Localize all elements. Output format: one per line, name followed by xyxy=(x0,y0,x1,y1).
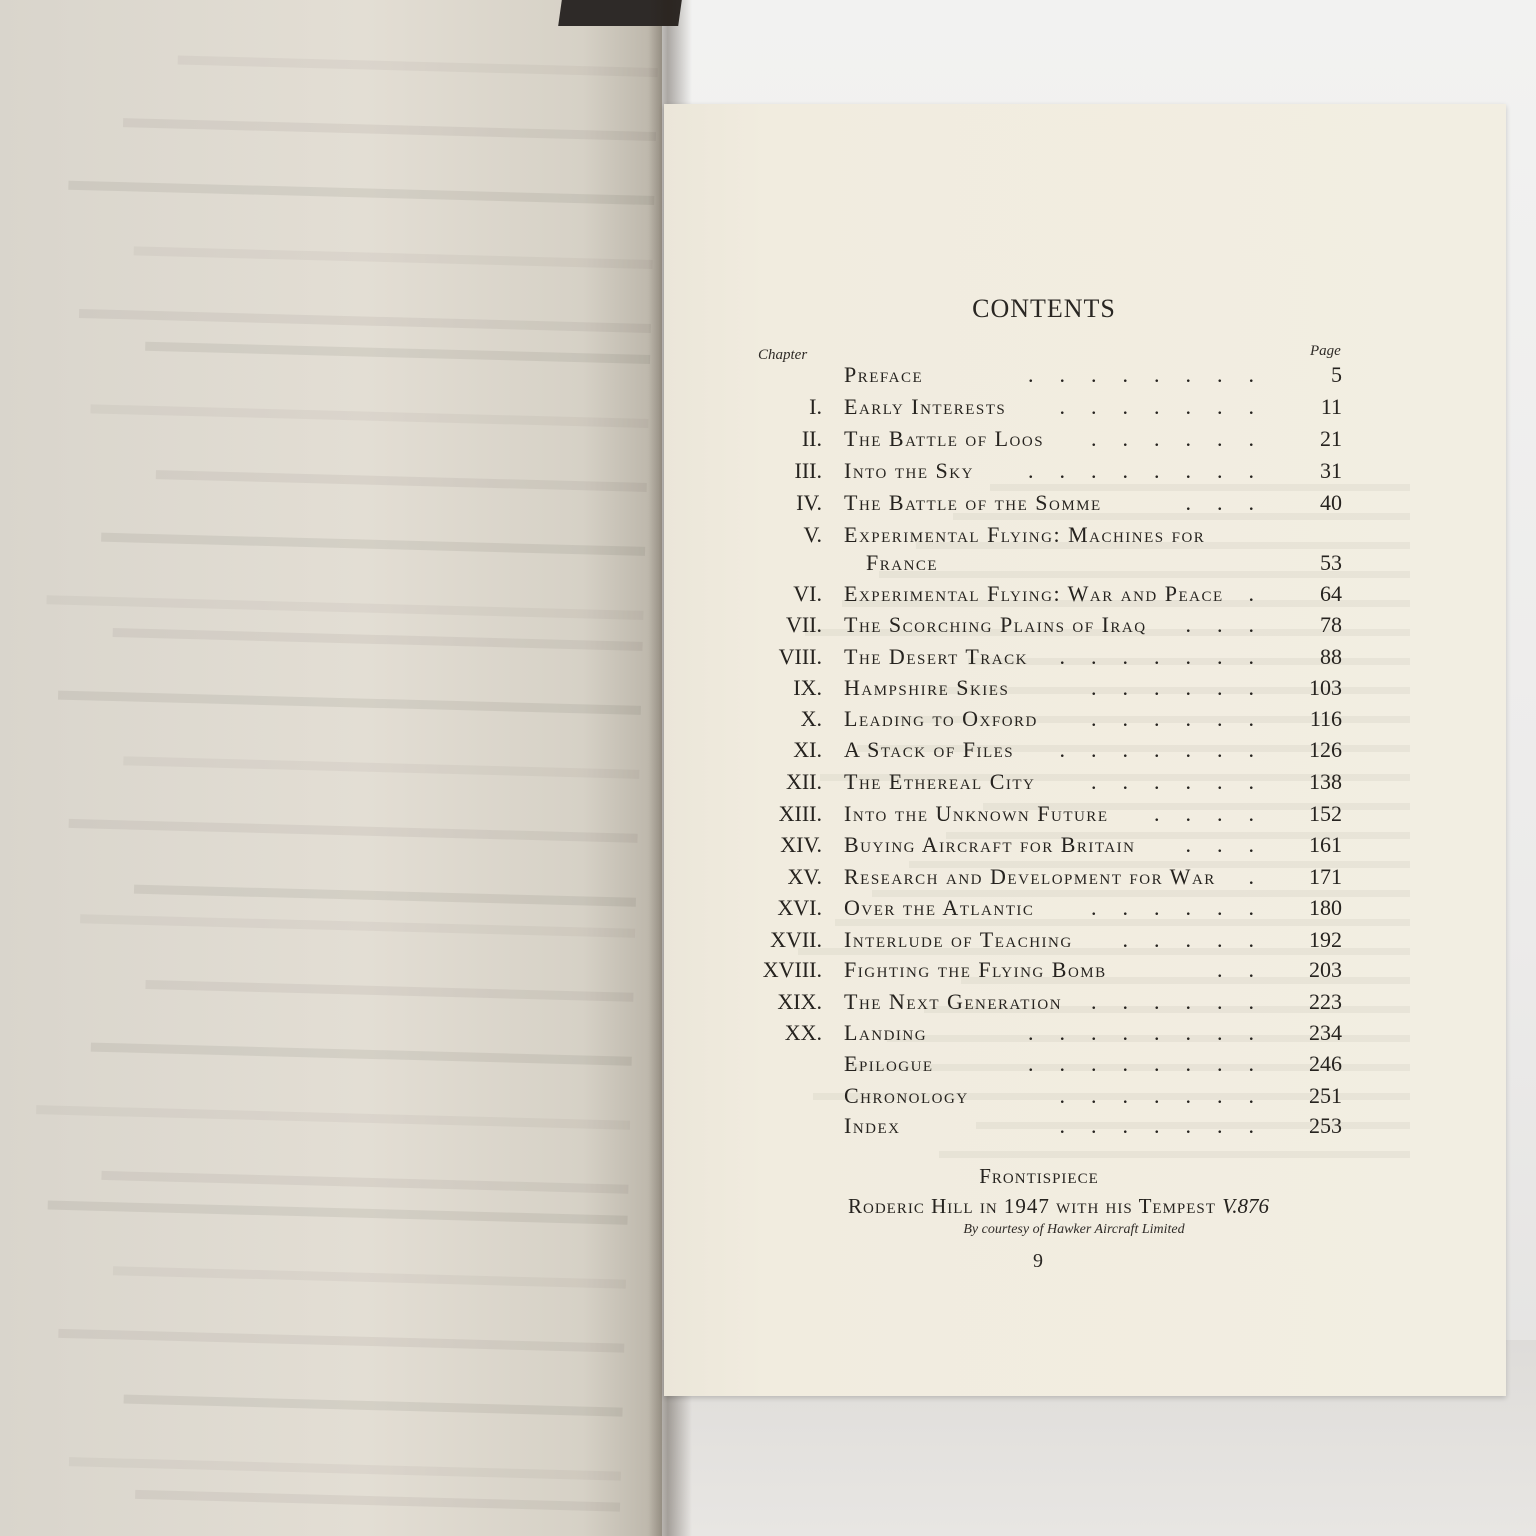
leader-dots: ..... xyxy=(1122,927,1280,952)
toc-entry xyxy=(664,895,1506,927)
show-through-text xyxy=(22,52,657,1427)
show-through-line xyxy=(80,914,635,938)
toc-chapter-title: Leading to Oxford xyxy=(844,706,1038,731)
show-through-line xyxy=(156,437,648,492)
toc-chapter-number: XI. xyxy=(793,737,822,762)
toc-page-number: 192 xyxy=(1309,927,1342,952)
toc-page-number: 53 xyxy=(1320,550,1342,575)
toc-page-number: 171 xyxy=(1309,864,1342,889)
toc-chapter-title: Epilogue xyxy=(844,1051,934,1076)
toc-chapter-title: Into the Unknown Future xyxy=(844,801,1109,826)
toc-chapter-title: Fighting the Flying Bomb xyxy=(844,957,1107,982)
toc-page-number: 88 xyxy=(1320,644,1342,669)
toc-entry xyxy=(664,394,1506,426)
show-through-line xyxy=(113,628,643,651)
toc-entry xyxy=(664,989,1506,1021)
frontispiece-caption-serial: V.876 xyxy=(1222,1194,1270,1218)
toc-page-number: 223 xyxy=(1309,989,1342,1014)
show-through-line xyxy=(134,213,654,269)
toc-chapter-number: XIII. xyxy=(778,801,822,826)
toc-entry xyxy=(664,737,1506,769)
leader-dots: ...... xyxy=(1091,769,1280,794)
toc-chapter-number: XVII. xyxy=(770,927,822,952)
toc-chapter-number: XX. xyxy=(784,1020,822,1045)
toc-page-number: 40 xyxy=(1320,490,1342,515)
show-through-line xyxy=(135,1490,620,1512)
frontispiece-caption-text: Roderic Hill in 1947 with his Tempest xyxy=(848,1194,1216,1218)
show-through-line xyxy=(58,1296,625,1353)
toc-chapter-number: XVI. xyxy=(777,895,822,920)
leader-dots: ........ xyxy=(1028,458,1280,483)
frontispiece-caption xyxy=(848,1194,1269,1219)
leader-dots: ........ xyxy=(1028,1020,1280,1045)
frontispiece-heading: Frontispiece xyxy=(979,1164,1099,1188)
toc-page-number: 203 xyxy=(1309,957,1342,982)
toc-chapter-title: Into the Sky xyxy=(844,458,974,483)
show-through-line xyxy=(145,947,634,1002)
toc-chapter-title-continued: France xyxy=(866,550,939,575)
toc-chapter-title: Index xyxy=(844,1113,901,1138)
toc-entry xyxy=(664,644,1506,676)
show-through-line xyxy=(80,1520,619,1536)
show-through-line xyxy=(68,148,655,205)
toc-page-number: 126 xyxy=(1309,737,1342,762)
toc-entry xyxy=(664,426,1506,458)
leader-dots: ... xyxy=(1185,832,1280,857)
toc-chapter-title: The Next Generation xyxy=(844,989,1063,1014)
show-through-line xyxy=(69,1424,622,1480)
toc-chapter-title: Experimental Flying: War and Peace xyxy=(844,581,1224,606)
toc-chapter-number: VII. xyxy=(785,612,822,637)
leader-dots: ...... xyxy=(1091,675,1280,700)
leader-dots: .. xyxy=(1217,957,1280,982)
toc-chapter-title: Landing xyxy=(844,1020,928,1045)
show-through-line xyxy=(79,276,652,333)
toc-chapter-number: II. xyxy=(801,426,822,451)
toc-entry xyxy=(664,458,1506,490)
toc-chapter-number: VI. xyxy=(793,581,822,606)
toc-page-number: 138 xyxy=(1309,769,1342,794)
toc-chapter-title: Preface xyxy=(844,362,924,387)
toc-page-number: 11 xyxy=(1320,394,1342,419)
leader-dots: ........ xyxy=(1028,1051,1280,1076)
show-through-line xyxy=(124,1362,624,1417)
toc-entry xyxy=(664,864,1506,896)
toc-chapter-number: XII. xyxy=(785,769,822,794)
show-through-line xyxy=(46,562,644,620)
leader-dots: ........ xyxy=(1028,362,1280,387)
toc-chapter-number: XV. xyxy=(787,864,822,889)
toc-chapter-title: Hampshire Skies xyxy=(844,675,1010,700)
toc-chapter-title: Research and Development for War xyxy=(844,864,1216,889)
toc-chapter-number: XVIII. xyxy=(762,957,822,982)
toc-entry xyxy=(664,1020,1506,1052)
page-number: 9 xyxy=(1033,1250,1043,1272)
toc-page-number: 246 xyxy=(1309,1051,1342,1076)
toc-chapter-number: XIX. xyxy=(777,989,822,1014)
chapter-column-label: Chapter xyxy=(758,347,808,363)
toc-chapter-number: V. xyxy=(803,522,822,547)
reverse-show-through-line xyxy=(939,1151,1410,1158)
toc-page-number: 161 xyxy=(1309,832,1342,857)
toc-page-number: 251 xyxy=(1309,1083,1342,1108)
show-through-line xyxy=(36,1072,631,1130)
toc-page-number: 21 xyxy=(1320,426,1342,451)
toc-chapter-number: X. xyxy=(800,706,822,731)
leader-dots: ...... xyxy=(1091,426,1280,451)
show-through-line xyxy=(178,56,658,78)
leader-dots: ....... xyxy=(1059,394,1280,419)
show-through-line xyxy=(48,1201,628,1225)
toc-chapter-title: Chronology xyxy=(844,1083,969,1108)
show-through-line xyxy=(58,658,642,715)
toc-entry xyxy=(664,1051,1506,1083)
toc-chapter-number: III. xyxy=(794,458,822,483)
leader-dots: . xyxy=(1248,581,1280,606)
leader-dots: ....... xyxy=(1059,644,1280,669)
leader-dots: .... xyxy=(1154,801,1280,826)
toc-chapter-title: The Ethereal City xyxy=(844,769,1036,794)
toc-entry xyxy=(664,801,1506,833)
show-through-line xyxy=(123,85,657,141)
leader-dots: ... xyxy=(1185,612,1280,637)
leader-dots: ...... xyxy=(1091,989,1280,1014)
toc-page-number: 152 xyxy=(1309,801,1342,826)
toc-entry xyxy=(664,362,1506,394)
frontispiece-credit: By courtesy of Hawker Aircraft Limited xyxy=(963,1222,1185,1237)
show-through-line xyxy=(101,1138,629,1194)
leader-dots: ...... xyxy=(1091,706,1280,731)
toc-chapter-title: The Desert Track xyxy=(844,644,1028,669)
toc-chapter-title: Experimental Flying: Machines for xyxy=(844,522,1206,547)
toc-chapter-number: XIV. xyxy=(780,832,822,857)
leader-dots: ...... xyxy=(1091,895,1280,920)
left-page xyxy=(0,0,662,1536)
toc-page-number: 180 xyxy=(1309,895,1342,920)
toc-chapter-number: IX. xyxy=(793,675,822,700)
show-through-line xyxy=(101,500,646,556)
toc-page-number: 78 xyxy=(1320,612,1342,637)
toc-page-number: 5 xyxy=(1331,362,1342,387)
show-through-line xyxy=(123,723,640,778)
toc-entry xyxy=(664,769,1506,801)
leader-dots: . xyxy=(1248,864,1280,889)
contents-heading: CONTENTS xyxy=(972,294,1116,323)
show-through-line xyxy=(91,1010,633,1066)
toc-entry xyxy=(664,675,1506,707)
show-through-line xyxy=(90,371,649,428)
toc-chapter-title: The Scorching Plains of Iraq xyxy=(844,612,1147,637)
toc-page-number: 103 xyxy=(1309,675,1342,700)
show-through-line xyxy=(145,342,650,364)
toc-entry xyxy=(664,581,1506,613)
leader-dots: ... xyxy=(1185,490,1280,515)
contents-page xyxy=(664,104,1506,1396)
toc-chapter-number: IV. xyxy=(796,490,822,515)
toc-entry xyxy=(664,1113,1506,1145)
toc-chapter-number: I. xyxy=(809,394,822,419)
toc-chapter-title: Interlude of Teaching xyxy=(844,927,1073,952)
toc-entry xyxy=(664,490,1506,522)
toc-entry xyxy=(664,832,1506,864)
toc-page-number: 116 xyxy=(1309,706,1342,731)
show-through-line xyxy=(113,1233,627,1288)
leader-dots: ....... xyxy=(1059,737,1280,762)
leader-dots: ....... xyxy=(1059,1113,1280,1138)
toc-chapter-title: Over the Atlantic xyxy=(844,895,1035,920)
toc-chapter-title: Early Interests xyxy=(844,394,1007,419)
toc-entry xyxy=(664,612,1506,644)
toc-entry xyxy=(664,1083,1506,1115)
toc-page-number: 234 xyxy=(1309,1020,1342,1045)
show-through-line xyxy=(134,852,637,907)
toc-entry xyxy=(664,522,1506,575)
toc-entry xyxy=(664,927,1506,959)
toc-entry xyxy=(664,957,1506,989)
toc-page-number: 31 xyxy=(1320,458,1342,483)
toc-chapter-title: The Battle of the Somme xyxy=(844,490,1102,515)
toc-page-number: 64 xyxy=(1320,581,1342,606)
page-column-label: Page xyxy=(1310,343,1341,359)
toc-page-number: 253 xyxy=(1309,1113,1342,1138)
toc-chapter-title: The Battle of Loos xyxy=(844,426,1045,451)
toc-entry xyxy=(664,706,1506,738)
toc-chapter-number: VIII. xyxy=(778,644,822,669)
show-through-line xyxy=(69,786,639,843)
toc-chapter-title: Buying Aircraft for Britain xyxy=(844,832,1136,857)
toc-chapter-title: A Stack of Files xyxy=(844,737,1015,762)
leader-dots: ....... xyxy=(1059,1083,1280,1108)
